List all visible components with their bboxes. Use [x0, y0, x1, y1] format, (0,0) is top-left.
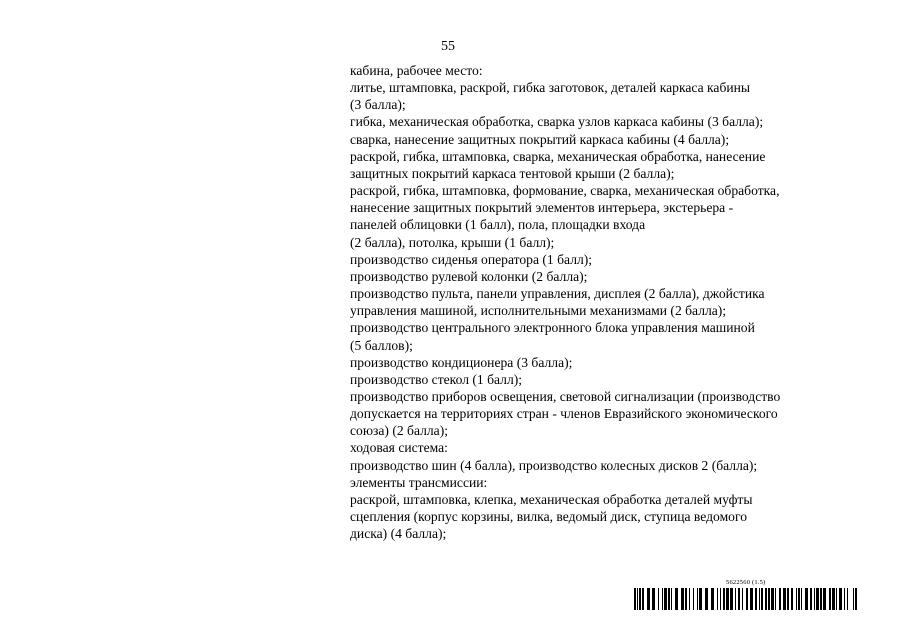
barcode-bar: [671, 588, 672, 610]
barcode-bar: [662, 588, 663, 610]
document-code: 5622560 (1.5): [726, 579, 766, 586]
barcode-bar: [783, 588, 786, 610]
text-line: раскрой, гибка, штамповка, формование, сварка, механическая обработка,: [350, 183, 780, 199]
barcode-bar: [697, 588, 698, 610]
barcode-bar: [810, 588, 812, 610]
barcode-bar: [798, 588, 800, 610]
barcode-bar: [787, 588, 789, 610]
barcode-bar: [726, 588, 729, 610]
text-line: кабина, рабочее место:: [350, 63, 483, 78]
text-line: элементы трансмиссии:: [350, 474, 488, 490]
barcode-bar: [832, 588, 835, 610]
text-line: раскрой, штамповка, клепка, механическая обработка деталей муфты: [350, 491, 753, 507]
barcode-bar: [642, 588, 644, 610]
text-line: производство сиденья оператора (1 балл);: [350, 251, 593, 267]
text-line: сварка, нанесение защитных покрытий каркаса кабины (4 балла);: [350, 131, 730, 147]
text-line: производство стекол (1 балл);: [350, 371, 523, 387]
barcode-bar: [771, 588, 774, 610]
text-line: защитных покрытий каркаса тентовой крыши (2 балла);: [350, 165, 675, 181]
text-line: производство шин (4 балла), производство колесных дисков 2 (балла);: [350, 457, 758, 473]
barcode-bar: [711, 588, 714, 610]
barcode-bar: [742, 588, 743, 610]
text-line: производство приборов освещения, световой сигнализации (производство: [350, 388, 781, 404]
text-line: панелей облицовки (1 балл), пола, площадки входа: [350, 217, 646, 233]
text-line: гибка, механическая обработка, сварка узлов каркаса кабины (3 балла);: [350, 114, 764, 130]
barcode-bar: [829, 588, 831, 610]
text-line: (3 балла);: [350, 97, 406, 113]
body-text: [350, 62, 850, 542]
barcode-bar: [639, 588, 641, 610]
barcode-bar: [855, 588, 857, 610]
barcode-bar: [735, 588, 736, 610]
barcode-bar: [816, 588, 819, 610]
text-line: (2 балла), потолка, крыши (1 балл);: [350, 234, 555, 250]
barcode-bar: [717, 588, 718, 610]
barcode-bar: [765, 588, 767, 610]
barcode-bar: [730, 588, 733, 610]
barcode-bar: [647, 588, 650, 610]
barcode-bar: [689, 588, 690, 610]
barcode-bar: [805, 588, 808, 610]
barcode-bar: [814, 588, 815, 610]
text-line: допускается на территориях стран - членов Евразийского экономического: [350, 406, 778, 422]
text-line: производство пульта, панели управления, дисплея (2 балла), джойстика: [350, 286, 765, 302]
barcode-bar: [768, 588, 770, 610]
barcode-bar: [761, 588, 763, 610]
barcode-bar: [693, 588, 694, 610]
barcode-bar: [750, 588, 753, 610]
text-line: нанесение защитных покрытий элементов интерьера, экстерьера -: [350, 200, 734, 216]
barcode-bar: [791, 588, 793, 610]
text-line: производство рулевой колонки (2 балла);: [350, 268, 588, 284]
barcode-bar: [634, 588, 636, 610]
barcode-bar: [853, 588, 854, 610]
barcode-bar: [759, 588, 760, 610]
barcode-bar: [664, 588, 667, 610]
text-line: производство кондиционера (3 балла);: [350, 354, 573, 370]
barcode-bar: [746, 588, 748, 610]
barcode-bar: [796, 588, 797, 610]
barcode-bar: [839, 588, 842, 610]
text-line: союза) (2 балла);: [350, 423, 449, 439]
barcode-bar: [836, 588, 837, 610]
text-line: диска) (4 балла);: [350, 526, 447, 542]
text-line: раскрой, гибка, штамповка, сварка, механическая обработка, нанесение: [350, 148, 766, 164]
barcode-bar: [823, 588, 826, 610]
barcode-bar: [779, 588, 781, 610]
barcode-bar: [720, 588, 721, 610]
barcode-bar: [668, 588, 670, 610]
barcode-icon: [634, 588, 857, 610]
page-number: 55: [441, 39, 455, 54]
text-line: производство центрального электронного блока управления машиной: [350, 320, 755, 336]
barcode-bar: [699, 588, 702, 610]
barcode-bar: [801, 588, 802, 610]
barcode-bar: [723, 588, 725, 610]
barcode-bar: [738, 588, 740, 610]
barcode-bar: [847, 588, 848, 610]
barcode-bar: [755, 588, 757, 610]
text-line: управления машиной, исполнительными механизмами (2 балла);: [350, 303, 727, 319]
barcode-bar: [681, 588, 684, 610]
barcode-bar: [637, 588, 638, 610]
barcode-bar: [658, 588, 659, 610]
barcode-bar: [705, 588, 708, 610]
text-line: ходовая система:: [350, 440, 448, 456]
barcode-bar: [844, 588, 845, 610]
text-line: литье, штамповка, раскрой, гибка заготовок, деталей каркаса кабины: [350, 80, 751, 96]
text-line: сцепления (корпус корзины, вилка, ведомый диск, ступица ведомого: [350, 509, 748, 525]
barcode-bar: [652, 588, 655, 610]
text-line: (5 баллов);: [350, 337, 413, 353]
barcode-bar: [675, 588, 678, 610]
barcode-bar: [775, 588, 776, 610]
barcode-bar: [820, 588, 822, 610]
barcode-bar: [685, 588, 687, 610]
